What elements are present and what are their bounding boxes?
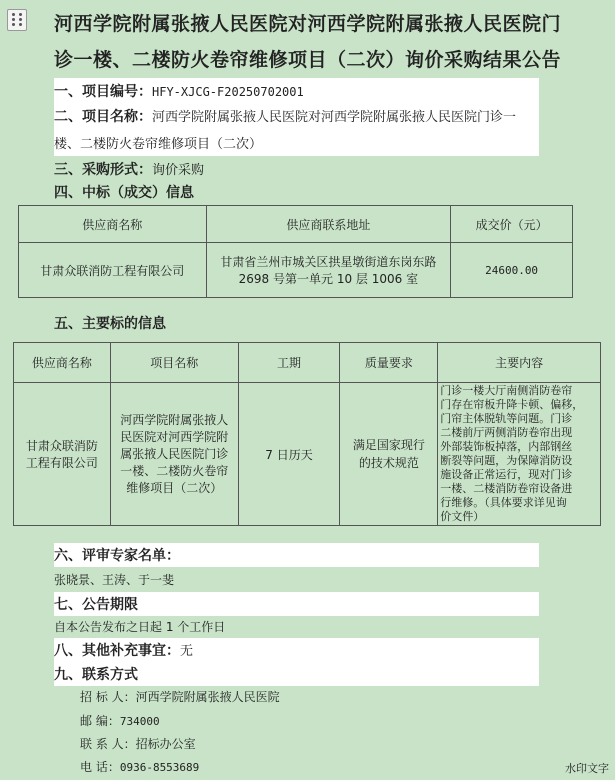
notice-period-text: 自本公告发布之日起 1 个工作日 (54, 620, 226, 634)
table-header-cell: 供应商名称 (19, 206, 207, 243)
experts-names: 张晓景、王涛、于一斐 (54, 573, 175, 587)
subject-supplier-cell (14, 383, 111, 526)
contact-postcode-label: 邮 编： (80, 714, 120, 728)
winner-supplier-cell: 甘肃众联消防工程有限公司 (19, 243, 207, 298)
contact-heading: 九、联系方式 (54, 662, 539, 686)
project-number-label: 一、项目编号： (54, 84, 152, 100)
subject-period-cell: 7 日历天 (238, 383, 340, 526)
subject-project-line: 维修项目（二次） (126, 480, 223, 495)
subject-project-line: 一楼、二楼防火卷帘 (120, 463, 229, 478)
subject-project-line: 属张掖人民医院门诊 (120, 446, 229, 461)
table-header-cell: 质量要求 (340, 343, 438, 383)
contact-purchaser-value: 河西学院附属张掖人民医院 (135, 690, 280, 704)
other-matters-value: 无 (180, 644, 194, 659)
subject-content-line: 门存在帘板升降卡顿、偏移， (440, 398, 584, 411)
project-number-row (54, 78, 539, 104)
watermark-text: 水印文字 (565, 762, 609, 775)
purchase-method-label: 三、采购形式： (54, 162, 152, 178)
winner-price-cell: 24600.00 (451, 243, 573, 298)
drag-handle-icon[interactable] (7, 9, 27, 31)
table-header-cell: 项目名称 (110, 343, 238, 383)
experts-heading: 六、评审专家名单： (54, 543, 539, 567)
subject-content-line: 价文件） (440, 510, 485, 523)
project-name-value-2: 楼、二楼防火卷帘维修项目（二次） (54, 137, 263, 152)
winner-address-cell (206, 243, 451, 298)
subject-supplier-line: 工程有限公司 (25, 456, 98, 470)
other-matters-row (54, 638, 539, 662)
subject-supplier-line: 甘肃众联消防 (25, 439, 98, 453)
project-number-value: HFY-XJCG-F20250702001 (152, 85, 304, 99)
subject-project-cell (110, 383, 238, 526)
subject-quality-cell (340, 383, 438, 526)
contact-phone-value: 0936-8553689 (119, 761, 200, 774)
project-name-value-1: 河西学院附属张掖人民医院对河西学院附属张掖人民医院门诊一 (152, 110, 517, 125)
page-title-line-2: 诊一楼、二楼防火卷帘维修项目（二次）询价采购结果公告 (54, 49, 562, 71)
subject-project-line: 河西学院附属张掖人 (120, 412, 229, 427)
subject-project-line: 民医院对河西学院附 (120, 429, 229, 444)
contact-postcode-row (80, 712, 160, 729)
subject-content-line: 行维修。（具体要求详见询 (440, 496, 567, 509)
subject-content-line: 一楼、二楼消防卷帘设备进 (440, 482, 573, 495)
main-subject-heading: 五、主要标的信息 (54, 316, 166, 332)
project-name-row (54, 104, 539, 156)
contact-phone-label: 电 话： (80, 760, 120, 774)
contact-person-value: 招标办公室 (135, 737, 196, 751)
table-header-cell: 成交价（元） (451, 206, 573, 243)
notice-period-heading: 七、公告期限 (54, 592, 539, 616)
contact-person-label: 联 系 人： (80, 737, 136, 751)
subject-content-line: 施设备正常运行，现对门诊 (440, 468, 573, 481)
subject-content-line: 外部装饰板掉落，内部钢丝 (440, 440, 573, 453)
subject-quality-line: 满足国家现行 (352, 438, 425, 452)
purchase-method-value: 询价采购 (152, 163, 205, 178)
contact-purchaser-label: 招 标 人： (80, 690, 136, 704)
table-header-cell: 主要内容 (438, 343, 601, 383)
table-row (19, 243, 573, 298)
subject-quality-line: 的技术规范 (358, 456, 419, 470)
table-header-cell: 工期 (238, 343, 340, 383)
page-title-line-1: 河西学院附属张掖人民医院对河西学院附属张掖人民医院门 (54, 13, 562, 35)
subject-content-line: 断裂等问题，为保障消防设 (440, 454, 573, 467)
contact-postcode-value: 734000 (119, 715, 160, 728)
main-subject-table (13, 342, 601, 526)
winner-address-line: 甘肃省兰州市城关区拱星墩街道东岗东路 (220, 255, 437, 269)
table-header-row (19, 206, 573, 243)
contact-phone-row (80, 758, 199, 775)
winner-table (18, 205, 573, 298)
table-header-row (14, 343, 601, 383)
winner-heading: 四、中标（成交）信息 (54, 185, 194, 201)
other-matters-label: 八、其他补充事宜： (54, 643, 180, 659)
table-header-cell: 供应商联系地址 (206, 206, 451, 243)
subject-content-line: 门帘主体脱轨等问题。门诊 (440, 412, 573, 425)
winner-address-line: 2698 号第一单元 10 层 1006 室 (238, 272, 419, 286)
table-row (14, 383, 601, 526)
subject-content-line: 二楼前厅两侧消防卷帘出现 (440, 426, 573, 439)
subject-content-cell (438, 383, 601, 526)
subject-content-line: 门诊一楼大厅南侧消防卷帘 (440, 384, 573, 397)
contact-purchaser-row (80, 688, 280, 705)
table-header-cell: 供应商名称 (14, 343, 111, 383)
purchase-method-row (54, 159, 204, 179)
contact-person-row (80, 735, 196, 752)
project-name-label: 二、项目名称： (54, 109, 152, 125)
